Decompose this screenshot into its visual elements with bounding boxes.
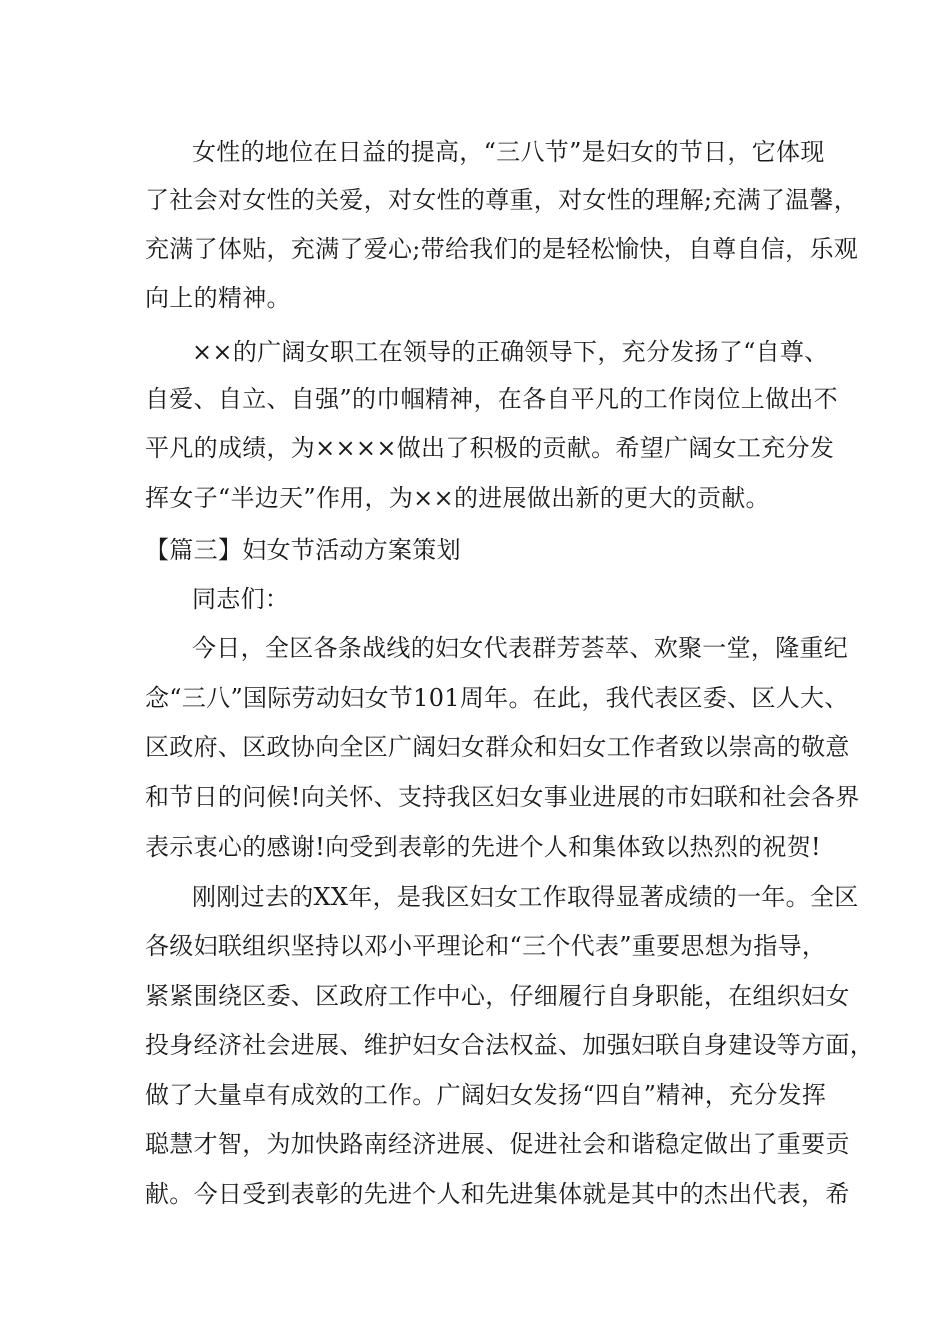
- text-line: 平凡的成绩，为××××做出了积极的贡献。希望广阔女工充分发: [145, 434, 835, 462]
- text-line: 挥女子“半边天”作用，为××的进展做出新的更大的贡献。: [145, 484, 770, 512]
- text-line: 今日，全区各条战线的妇女代表群芳荟萃、欢聚一堂，隆重纪: [192, 634, 849, 662]
- section-heading: 【篇三】妇女节活动方案策划: [145, 536, 461, 564]
- text-line: 了社会对女性的关爱，对女性的尊重，对女性的理解;充满了温馨，: [145, 186, 859, 214]
- text-line: 向上的精神。: [145, 284, 291, 312]
- text-line: 表示衷心的感谢!向受到表彰的先进个人和集体致以热烈的祝贺!: [145, 833, 821, 861]
- text-line: 和节日的问候!向关怀、支持我区妇女事业进展的市妇联和社会各界: [145, 783, 860, 811]
- text-line: 投身经济社会进展、维护妇女合法权益、加强妇联自身建设等方面，: [145, 1031, 874, 1059]
- text-line: 各级妇联组织坚持以邓小平理论和“三个代表”重要思想为指导，: [145, 932, 827, 960]
- text-line: 献。今日受到表彰的先进个人和先进集体就是其中的杰出代表，希: [145, 1180, 850, 1208]
- text-line: 紧紧围绕区委、区政府工作中心，仔细履行自身职能，在组织妇女: [145, 982, 850, 1010]
- text-line: 刚刚过去的XX年，是我区妇女工作取得显著成绩的一年。全区: [192, 883, 859, 911]
- text-line: 自爱、自立、自强”的巾帼精神，在各自平凡的工作岗位上做出不: [145, 385, 838, 413]
- salutation: 同志们：: [192, 585, 290, 613]
- text-line: 区政府、区政协向全区广阔妇女群众和妇女工作者致以崇高的敬意: [145, 733, 850, 761]
- text-line: 充满了体贴，充满了爱心;带给我们的是轻松愉快，自尊自信，乐观: [145, 235, 859, 263]
- text-line: ××的广阔女职工在领导的正确领导下，充分发扬了“自尊、: [192, 338, 829, 366]
- text-line: 女性的地位在日益的提高，“三八节”是妇女的节日，它体现: [192, 138, 825, 166]
- text-line: 做了大量卓有成效的工作。广阔妇女发扬“四自”精神，充分发挥: [145, 1081, 827, 1109]
- text-line: 聪慧才智，为加快路南经济进展、促进社会和谐稳定做出了重要贡: [145, 1130, 850, 1158]
- text-line: 念“三八”国际劳动妇女节101周年。在此，我代表区委、区人大、: [145, 684, 849, 712]
